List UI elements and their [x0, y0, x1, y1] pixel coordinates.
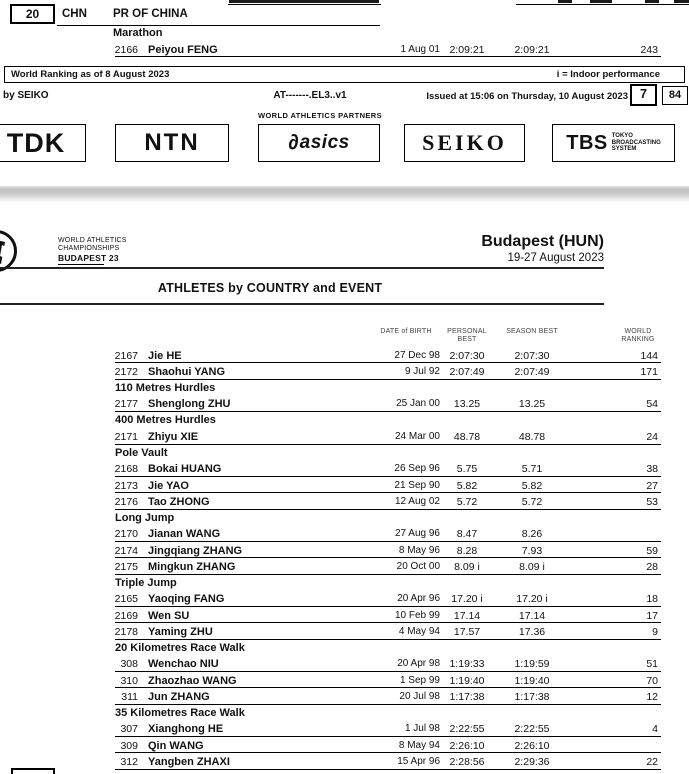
event-section-heading: [0, 640, 689, 656]
season-best: 1:19:40: [514, 674, 550, 687]
date-of-birth: 20 Apr 98: [397, 658, 440, 670]
personal-best: 2:22:55: [449, 723, 485, 736]
world-ranking: 59: [646, 544, 658, 557]
country-number: 20: [25, 7, 40, 21]
season-best: 17.20 i: [516, 593, 548, 606]
personal-best: 2:09:21: [449, 43, 485, 56]
page-number: 7: [640, 87, 647, 101]
season-best: 17.36: [518, 625, 546, 638]
bib-number: 308: [120, 658, 138, 671]
bib-number: 2170: [114, 528, 138, 541]
event-name: Marathon: [113, 27, 163, 39]
championships-logo-text: [58, 237, 127, 262]
bib-number: 2166: [114, 43, 138, 56]
season-best: 8.26: [521, 528, 543, 541]
bib-number: 307: [120, 723, 138, 736]
indoor-note: i = Indoor performance: [556, 69, 660, 80]
athlete-name: Wenchao NIU: [148, 658, 219, 671]
table-row: [0, 542, 689, 558]
date-of-birth: 26 Sep 96: [394, 463, 440, 475]
world-ranking: 9: [652, 625, 658, 638]
season-best: 7.93: [521, 544, 543, 557]
column-header-personal-best: PERSONAL BEST: [447, 328, 487, 343]
table-row: [0, 558, 689, 574]
table-row: [0, 607, 689, 623]
bib-number: 309: [120, 739, 138, 752]
table-row: [0, 347, 689, 363]
athlete-table-rows: [0, 347, 689, 770]
bib-number: 2169: [114, 609, 138, 622]
logo-line-1: WORLD ATHLETICS: [58, 237, 127, 244]
column-header-world-ranking: WORLD RANKING: [621, 328, 655, 343]
personal-best: 5.75: [456, 463, 478, 476]
table-row: [0, 428, 689, 444]
date-of-birth: 24 Mar 00: [394, 430, 440, 442]
world-ranking: 28: [646, 560, 658, 573]
logo-line-2: CHAMPIONSHIPS: [58, 245, 120, 252]
athlete-name: Bokai HUANG: [148, 463, 222, 476]
bib-number: 2172: [114, 365, 138, 378]
tdk-logo: [0, 124, 86, 162]
partners-title: WORLD ATHLETICS PARTNERS: [257, 111, 383, 120]
event-section-heading: [0, 575, 689, 591]
tbs-logo: [552, 124, 675, 162]
date-of-birth: 25 Jan 00: [396, 398, 440, 410]
table-row: [0, 737, 689, 753]
header-rule: [0, 267, 604, 269]
title-rule: [0, 303, 604, 305]
table-row: [0, 672, 689, 688]
country-code: CHN: [62, 8, 87, 20]
world-ranking: 12: [646, 690, 658, 703]
date-of-birth: 20 Jul 98: [399, 690, 440, 702]
world-ranking: 171: [640, 365, 658, 378]
date-of-birth: 20 Apr 96: [397, 593, 440, 605]
athlete-name: Zhiyu XIE: [148, 430, 199, 443]
table-row: [0, 591, 689, 607]
season-best: 5.82: [521, 479, 543, 492]
page-total-box: [662, 86, 688, 105]
bib-number: 310: [120, 674, 138, 687]
world-ranking: 144: [640, 349, 658, 362]
clipped-row-underline: [516, 4, 689, 5]
table-row: [0, 656, 689, 672]
date-of-birth: 15 Apr 96: [397, 755, 440, 767]
bib-number: 2171: [114, 430, 138, 443]
date-of-birth: 20 Oct 00: [396, 560, 440, 572]
athlete-name: Peiyou FENG: [148, 43, 218, 56]
tdk-logo-text: TDK: [6, 127, 66, 158]
date-of-birth: 12 Aug 02: [394, 495, 440, 507]
season-best: 2:09:21: [514, 43, 550, 56]
personal-best: 5.82: [456, 479, 478, 492]
date-of-birth: 1 Jul 98: [404, 723, 440, 735]
season-best: 5.71: [521, 463, 543, 476]
athlete-name: Yaming ZHU: [148, 625, 213, 638]
season-best: 2:07:30: [514, 349, 550, 362]
table-row: [0, 396, 689, 412]
event-name: Pole Vault: [115, 446, 168, 459]
table-row: [0, 493, 689, 509]
page-total: 84: [668, 89, 682, 101]
personal-best: 17.14: [453, 609, 481, 622]
season-best: 48.78: [518, 430, 546, 443]
ntn-logo-text: NTN: [144, 129, 200, 156]
world-ranking: 243: [640, 43, 658, 56]
table-row: [0, 753, 689, 769]
host-city: Budapest (HUN): [481, 233, 604, 250]
world-ranking: 54: [646, 398, 658, 411]
table-row: [0, 623, 689, 639]
personal-best: 13.25: [453, 398, 481, 411]
world-ranking: 17: [646, 609, 658, 622]
athlete-name: Yangben ZHAXI: [148, 755, 230, 768]
page1-remnant: [0, 0, 689, 158]
issued-timestamp: Issued at 15:06 on Thursday, 10 August 2023: [426, 91, 628, 102]
world-ranking: 27: [646, 479, 658, 492]
next-country-number-box: [11, 768, 55, 774]
bib-number: 2177: [114, 398, 138, 411]
season-best: 1:19:59: [514, 658, 550, 671]
season-best: 17.14: [518, 609, 546, 622]
season-best: 8.09 i: [519, 560, 545, 573]
bib-number: 2176: [114, 495, 138, 508]
world-ranking: 24: [646, 430, 658, 443]
page-divider: [0, 186, 689, 202]
season-best: 1:17:38: [514, 690, 550, 703]
date-of-birth: 1 Sep 99: [399, 674, 440, 686]
table-row: [0, 721, 689, 737]
table-row: [0, 477, 689, 493]
ntn-logo: [115, 124, 229, 162]
event-name: 20 Kilometres Race Walk: [115, 641, 245, 654]
bib-number: 2165: [114, 593, 138, 606]
date-of-birth: 21 Sep 90: [394, 479, 440, 491]
bib-number: 2167: [114, 349, 138, 362]
event-dates: 19-27 August 2023: [507, 252, 604, 264]
personal-best: 1:19:40: [449, 674, 485, 687]
athlete-name: Tao ZHONG: [148, 495, 210, 508]
personal-best: 1:17:38: [449, 690, 485, 703]
world-ranking: 38: [646, 463, 658, 476]
country-name: PR OF CHINA: [113, 8, 188, 20]
athlete-name: Yaoqing FANG: [148, 593, 225, 606]
date-of-birth: 8 May 96: [398, 544, 440, 556]
athlete-name: Jun ZHANG: [148, 690, 210, 703]
date-of-birth: 10 Feb 99: [394, 609, 440, 621]
column-header-date-of-birth: DATE of BIRTH: [380, 328, 432, 335]
bib-number: 2168: [114, 463, 138, 476]
date-of-birth: 9 Jul 92: [404, 365, 440, 377]
athlete-name: Xianghong HE: [148, 723, 224, 736]
logo-line-3: BUDAPEST 23: [58, 253, 119, 263]
page-number-box: [630, 84, 657, 106]
personal-best: 8.09 i: [454, 560, 480, 573]
season-best: 5.72: [521, 495, 543, 508]
athlete-name: Jie HE: [148, 349, 182, 362]
ranking-note-box: [4, 66, 685, 83]
table-row: [0, 41, 689, 57]
event-name: Triple Jump: [115, 576, 177, 589]
country-header-underline: [57, 25, 380, 26]
season-best: 2:26:10: [514, 739, 550, 752]
athlete-name: Jianan WANG: [148, 528, 221, 541]
seiko-logo: [404, 124, 525, 162]
bib-number: 2173: [114, 479, 138, 492]
country-number-box: [10, 4, 55, 24]
date-of-birth: 27 Dec 98: [394, 349, 440, 361]
athlete-name: Wen SU: [148, 609, 190, 622]
page-title: ATHLETES by COUNTRY and EVENT: [157, 281, 383, 295]
date-of-birth: 4 May 94: [398, 625, 440, 637]
personal-best: 48.78: [453, 430, 481, 443]
asics-swoosh-icon: ∂: [288, 131, 299, 154]
season-best: 2:22:55: [514, 723, 550, 736]
bib-number: 312: [120, 755, 138, 768]
document-code: AT-------.EL3..v1: [273, 90, 347, 101]
athlete-name: Shenglong ZHU: [148, 398, 231, 411]
world-ranking: 4: [652, 723, 658, 736]
personal-best: 8.47: [456, 528, 478, 541]
personal-best: 8.28: [456, 544, 478, 557]
seiko-logo-text: SEIKO: [422, 130, 507, 155]
table-row: [0, 363, 689, 379]
personal-best: 5.72: [456, 495, 478, 508]
world-ranking: 22: [646, 755, 658, 768]
table-row: [0, 461, 689, 477]
event-section-heading: [0, 705, 689, 721]
world-ranking: 51: [646, 658, 658, 671]
event-name: Long Jump: [115, 511, 175, 524]
table-row: [0, 688, 689, 704]
athlete-name: Mingkun ZHANG: [148, 560, 236, 573]
world-ranking: 53: [646, 495, 658, 508]
table-row: [0, 526, 689, 542]
athlete-name: Jingqiang ZHANG: [148, 544, 243, 557]
personal-best: 1:19:33: [449, 658, 485, 671]
asics-logo: [258, 124, 380, 162]
date-of-birth: 27 Aug 96: [394, 528, 440, 540]
event-name: 35 Kilometres Race Walk: [115, 706, 245, 719]
event-section-heading: [0, 380, 689, 396]
personal-best: 2:26:10: [449, 739, 485, 752]
date-of-birth: 1 Aug 01: [400, 43, 440, 55]
personal-best: 2:07:30: [449, 349, 485, 362]
season-best: 13.25: [518, 398, 546, 411]
personal-best: 17.57: [453, 625, 481, 638]
bib-number: 2174: [114, 544, 138, 557]
athlete-name: Jie YAO: [148, 479, 189, 492]
clipped-row-underline: [228, 4, 381, 5]
column-header-season-best: SEASON BEST: [506, 328, 558, 335]
event-name: 110 Metres Hurdles: [115, 381, 216, 394]
event-section-heading: [0, 412, 689, 428]
asics-logo-text: asics: [299, 132, 350, 153]
event-section-heading: [0, 510, 689, 526]
personal-best: 2:28:56: [449, 755, 485, 768]
world-ranking: 18: [646, 593, 658, 606]
timing-credit: by SEIKO: [3, 90, 49, 101]
tbs-logo-text: TBS: [566, 131, 608, 154]
date-of-birth: 8 May 94: [398, 739, 440, 751]
bib-number: 311: [121, 690, 138, 703]
tbs-logo-subtext: TOKYO BROADCASTING SYSTEM: [611, 133, 661, 153]
personal-best: 2:07:49: [449, 365, 485, 378]
bib-number: 2175: [114, 560, 138, 573]
event-section-heading: [0, 445, 689, 461]
athlete-name: Shaohui YANG: [148, 365, 226, 378]
season-best: 2:07:49: [514, 365, 550, 378]
event-name: 400 Metres Hurdles: [115, 414, 216, 426]
ranking-note: World Ranking as of 8 August 2023: [11, 69, 170, 80]
bib-number: 2178: [114, 625, 138, 638]
athlete-name: Qin WANG: [148, 739, 204, 752]
world-ranking: 70: [646, 674, 658, 687]
athlete-name: Zhaozhao WANG: [148, 674, 237, 687]
personal-best: 17.20 i: [451, 593, 483, 606]
season-best: 2:29:36: [514, 755, 550, 768]
logo-underline: [58, 264, 104, 265]
